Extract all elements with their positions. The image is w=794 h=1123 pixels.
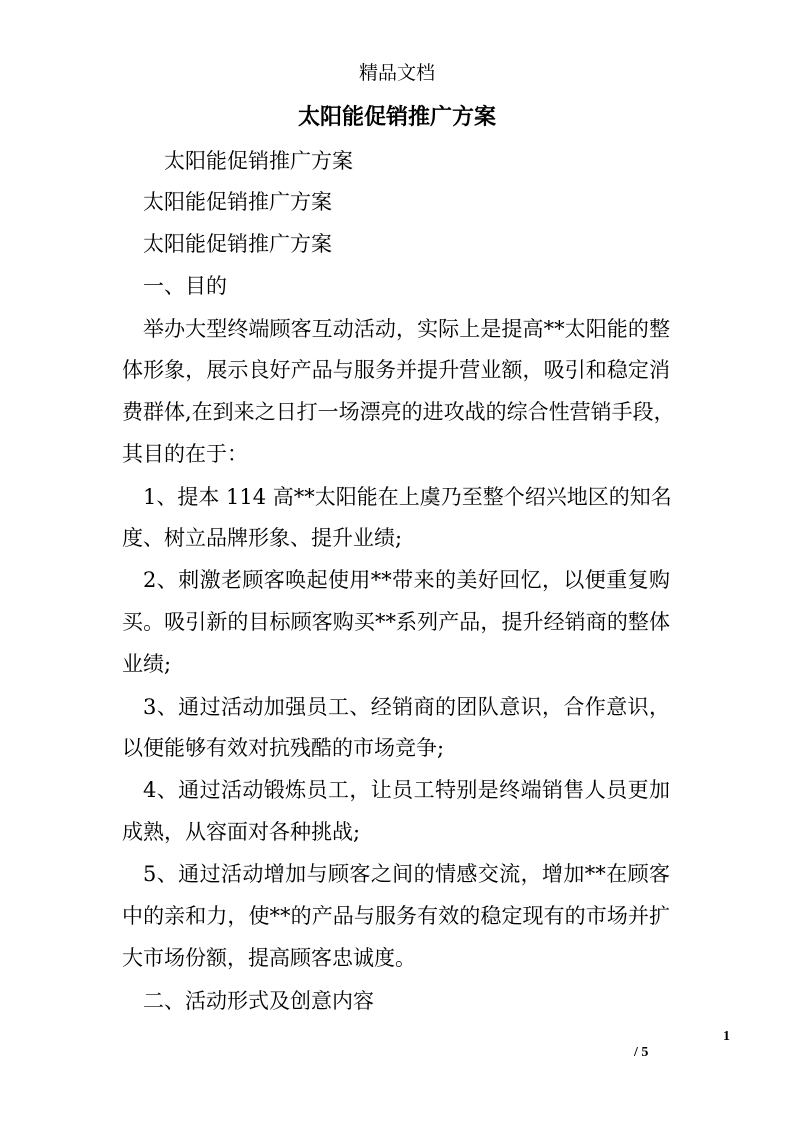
paragraph-line: 体形象，展示良好产品与服务并提升营业额，吸引和稳定消 — [122, 358, 670, 382]
page-number: 1 — [723, 1029, 730, 1044]
section-heading-activity: 二、活动形式及创意内容 — [143, 989, 374, 1013]
list-item-line: 成熟，从容面对各种挑战; — [122, 820, 361, 844]
list-item-line: 2、刺激老顾客唤起使用**带来的美好回忆，以便重复购 — [143, 568, 670, 592]
list-item-line: 3、通过活动加强员工、经销商的团队意识，合作意识， — [143, 695, 670, 719]
document-title: 太阳能促销推广方案 — [297, 104, 496, 130]
paragraph-line: 其目的在于： — [122, 442, 248, 466]
list-item-line: 4、通过活动锻炼员工，让员工特别是终端销售人员更加 — [143, 778, 670, 802]
list-item-line: 大市场份额，提高顾客忠诚度。 — [122, 946, 416, 970]
list-item-line: 业绩; — [122, 652, 172, 676]
paragraph-line: 举办大型终端顾客互动活动，实际上是提高**太阳能的整 — [143, 317, 670, 341]
paragraph-line: 费群体,在到来之日打一场漂亮的进攻战的综合性营销手段， — [122, 400, 675, 424]
page-header: 精品文档 — [358, 62, 435, 84]
list-item-line: 买。吸引新的目标顾客购买**系列产品，提升经销商的整体 — [122, 610, 670, 634]
page-total: / 5 — [634, 1045, 649, 1060]
subtitle-line-2: 太阳能促销推广方案 — [143, 190, 332, 214]
list-item-line: 1、提本 114 高**太阳能在上虞乃至整个绍兴地区的知名 — [143, 485, 672, 509]
list-item-line: 中的亲和力，使**的产品与服务有效的稳定现有的市场并扩 — [122, 904, 670, 928]
subtitle-line-1: 太阳能促销推广方案 — [164, 149, 353, 173]
subtitle-line-3: 太阳能促销推广方案 — [143, 232, 332, 256]
section-heading-purpose: 一、目的 — [143, 274, 227, 298]
list-item-line: 5、通过活动增加与顾客之间的情感交流，增加**在顾客 — [143, 862, 670, 886]
list-item-line: 以便能够有效对抗残酷的市场竞争; — [122, 736, 445, 760]
list-item-line: 度、树立品牌形象、提升业绩; — [122, 526, 403, 550]
